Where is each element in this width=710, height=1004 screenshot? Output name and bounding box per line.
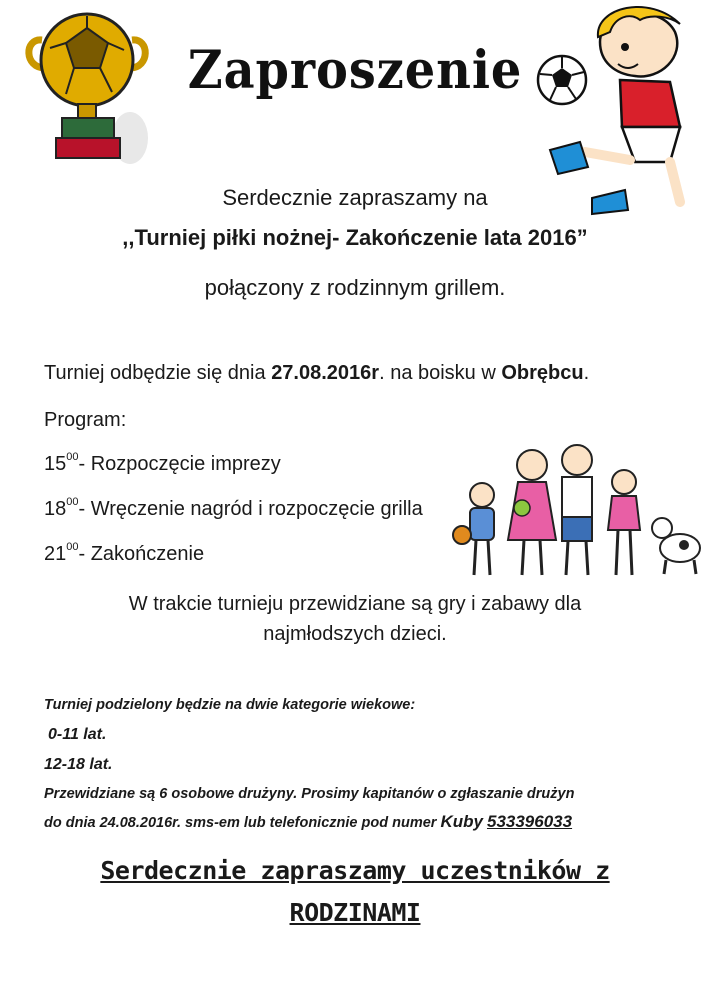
category-item: 0-11 lat. — [48, 726, 107, 743]
program-label: Program: — [44, 409, 127, 431]
date-prefix: Turniej odbędzie się dnia — [44, 362, 272, 384]
dog-figure — [652, 518, 700, 574]
trophy-plate — [62, 118, 114, 140]
categories-heading: Turniej podzielony będzie na dwie kategorie wiekowe: — [44, 697, 416, 713]
program-hour: 15 — [44, 453, 67, 475]
teams-note: Przewidziane są 6 osobowe drużyny. Prosimy kapitanów o zgłaszanie drużyn — [44, 786, 575, 802]
event-date-place — [44, 362, 589, 385]
trophy-base — [56, 138, 120, 158]
deadline-text: do dnia 24.08.2016r. sms-em lub telefonicznie pod numer — [44, 815, 441, 831]
program-text: - Rozpoczęcie imprezy — [78, 453, 281, 475]
event-date: 27.08.2016r — [271, 362, 380, 384]
program-minutes: 00 — [66, 451, 79, 463]
games-note-line2: najmłodszych dzieci. — [263, 623, 447, 645]
registration-note — [44, 812, 572, 832]
boy-shirt — [620, 80, 680, 127]
boy-left-boot — [550, 142, 588, 174]
closing-line2: RODZINAMI — [289, 898, 421, 927]
program-minutes: 00 — [66, 541, 79, 553]
program-text: - Zakończenie — [78, 543, 205, 565]
games-note-line1: W trakcie turnieju przewidziane są gry i zabawy dla — [128, 593, 582, 615]
program-item — [44, 543, 204, 566]
program-item — [44, 453, 281, 476]
basketball — [453, 526, 471, 544]
page-title: Zaproszenie — [187, 40, 523, 101]
girl-figure — [608, 470, 640, 575]
mother-figure — [508, 450, 556, 575]
closing-line1: Serdecznie zapraszamy uczestników z — [100, 856, 610, 885]
place-prefix: . na boisku w — [379, 362, 502, 384]
boy-eye — [621, 43, 629, 51]
child-boy-figure — [453, 483, 494, 575]
contact-name: Kuby — [440, 812, 483, 831]
baby — [514, 500, 530, 516]
program-text: - Wręczenie nagród i rozpoczęcie grilla — [78, 498, 423, 520]
program-hour: 18 — [44, 498, 67, 520]
date-place-suffix: . — [583, 362, 590, 384]
event-place: Obrębcu — [501, 362, 584, 384]
event-subtitle: połączony z rodzinnym grillem. — [204, 275, 506, 300]
trophy-icon — [20, 8, 155, 168]
invitation-line: Serdecznie zapraszamy na — [222, 185, 488, 210]
program-item — [44, 498, 423, 521]
phone-number-link[interactable]: 533396033 — [486, 812, 573, 831]
program-hour: 21 — [44, 543, 67, 565]
program-minutes: 00 — [66, 496, 79, 508]
father-figure — [562, 445, 592, 575]
category-item: 12-18 lat. — [44, 756, 113, 773]
family-illustration-icon — [452, 440, 707, 585]
event-name: ,,Turniej piłki nożnej- Zakończenie lata 2016” — [122, 225, 588, 250]
